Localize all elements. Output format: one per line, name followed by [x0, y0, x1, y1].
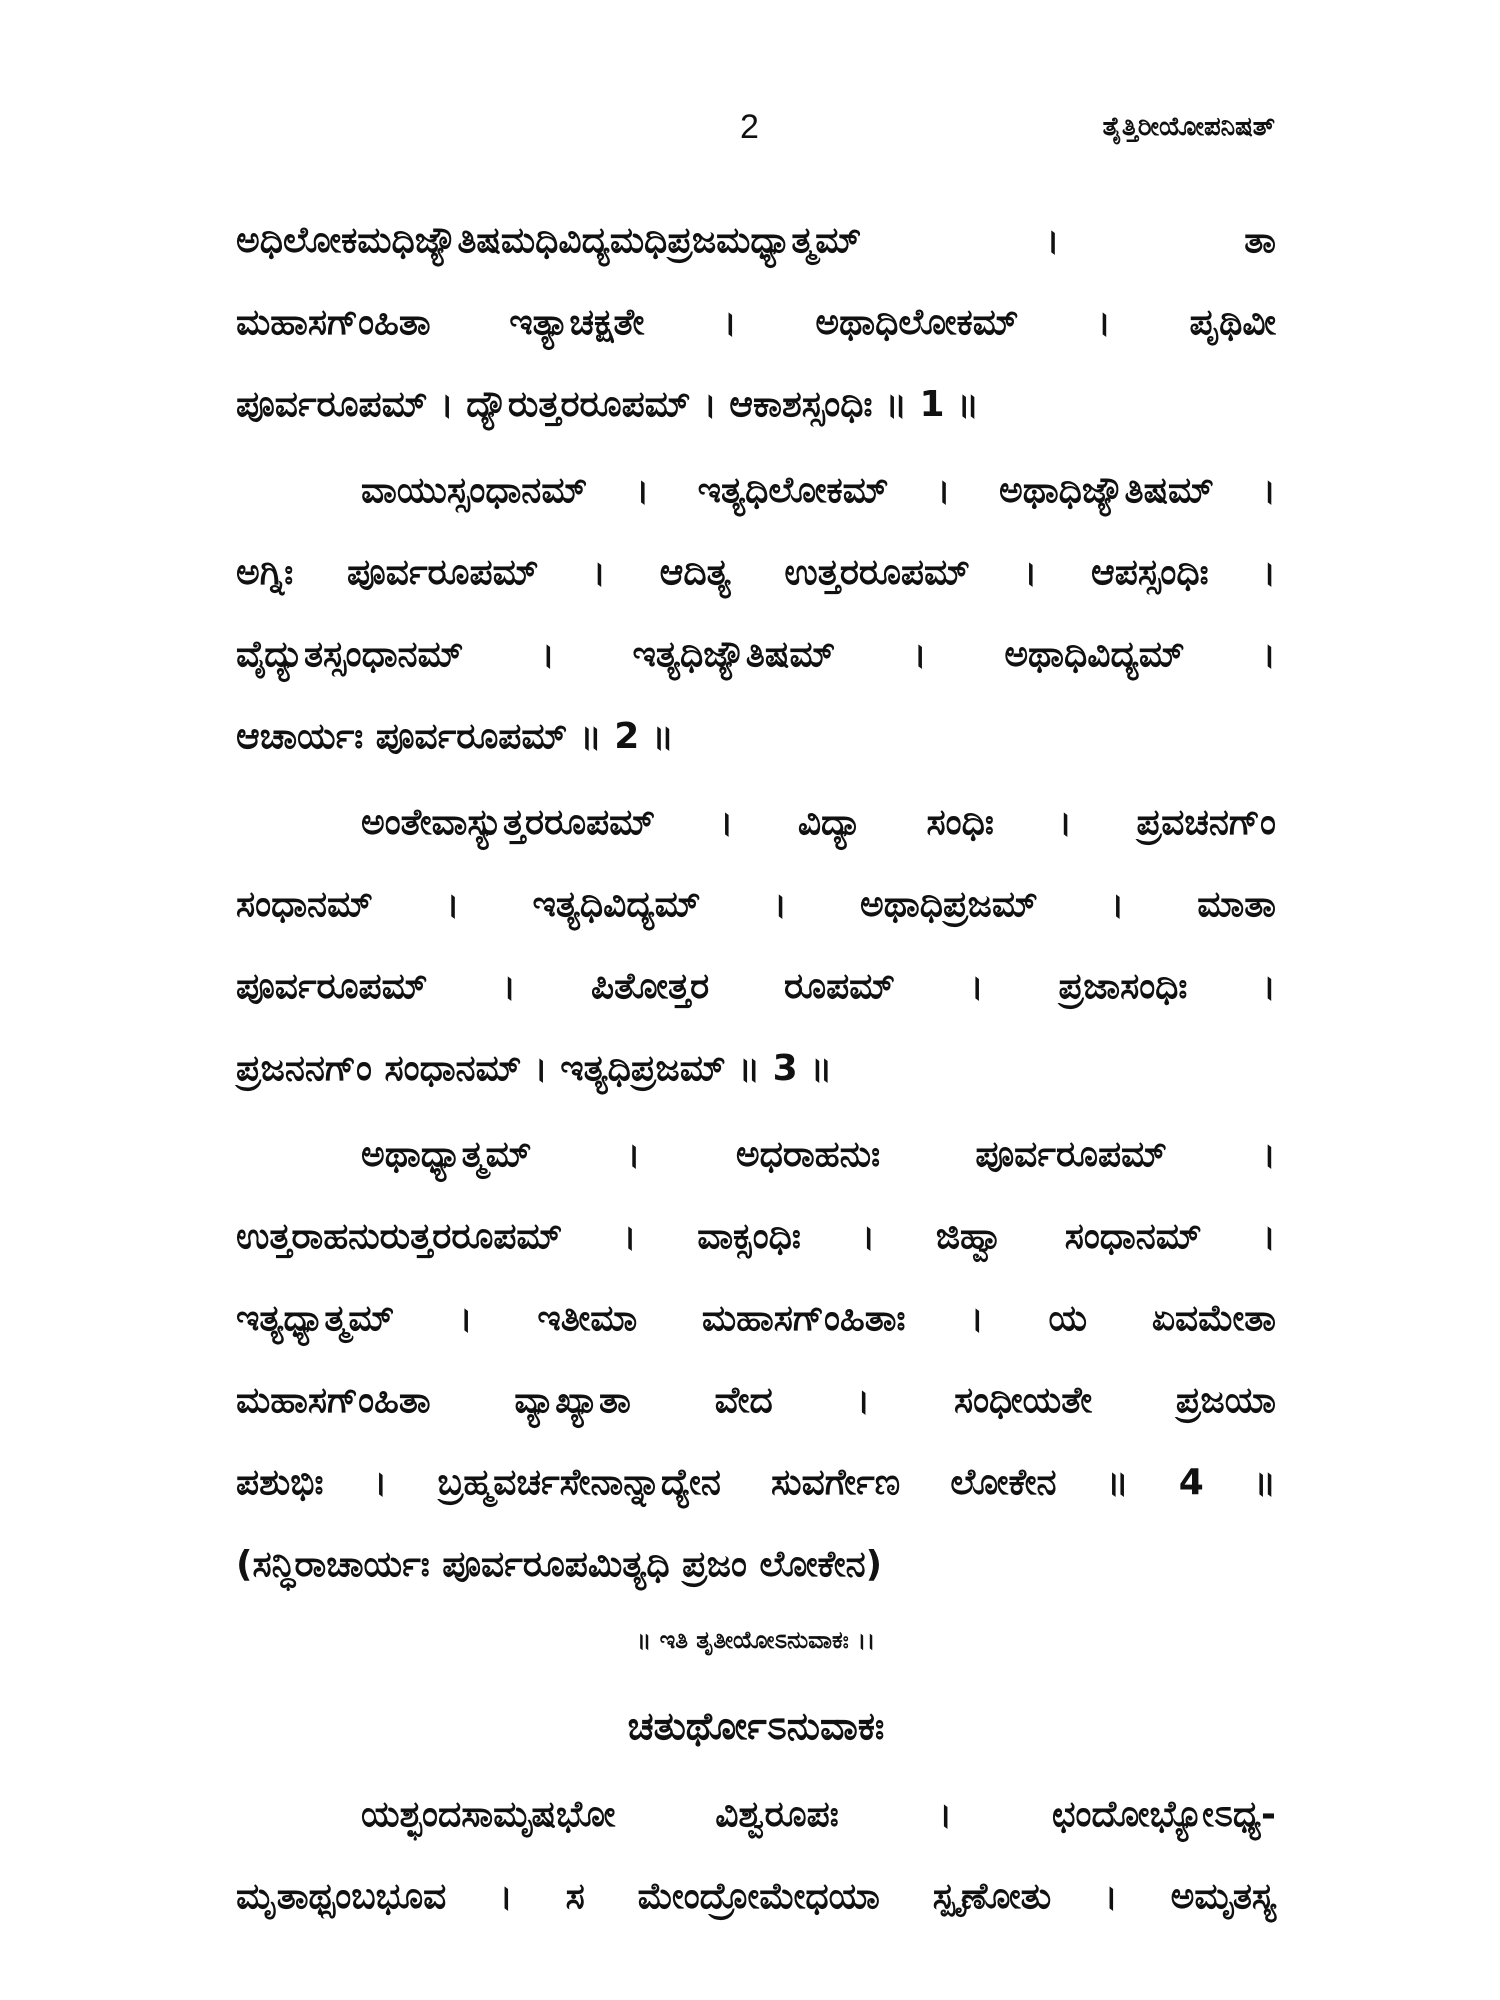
verse-paragraph-5	[236, 1774, 1276, 1938]
text-line: ಅಧಿಲೋಕಮಧಿಜ್ಯೌತಿಷಮಧಿವಿದ್ಯಮಧಿಪ್ರಜಮಧ್ಯಾತ್ಮಮ್ । ತಾ	[236, 220, 1276, 261]
text-line: ಪಶುಭಿಃ । ಬ್ರಹ್ಮವರ್ಚಸೇನಾನ್ನಾದ್ಯೇನ ಸುವರ್ಗೇಣ ಲೋಕೇನ ॥ 4 ॥	[236, 1462, 1276, 1503]
verse-paragraph-1	[236, 200, 1276, 446]
text-line: ಅಥಾಧ್ಯಾತ್ಮಮ್ । ಅಧರಾಹನುಃ ಪೂರ್ವರೂಪಮ್ ।	[361, 1134, 1276, 1175]
text-line: ಮಹಾಸಗ್ಂಹಿತಾ ಇತ್ಯಾಚಕ್ಷತೇ । ಅಥಾಧಿಲೋಕಮ್ । ಪೃಥಿವೀ	[236, 302, 1276, 343]
text-line: ಪೂರ್ವರೂಪಮ್ । ಪಿತೋತ್ತರ ರೂಪಮ್ । ಪ್ರಜಾಸಂಧಿಃ ।	[236, 966, 1276, 1007]
running-title: ತೈತ್ತಿರೀಯೋಪನಿಷತ್	[1102, 112, 1275, 142]
text-line: ಅಗ್ನಿಃ ಪೂರ್ವರೂಪಮ್ । ಆದಿತ್ಯ ಉತ್ತರರೂಪಮ್ । ಆಪಸ್ಸಂಧಿಃ ।	[236, 552, 1276, 593]
text-line: ಮಹಾಸಗ್ಂಹಿತಾ ವ್ಯಾಖ್ಯಾತಾ ವೇದ । ಸಂಧೀಯತೇ ಪ್ರಜಯಾ	[236, 1380, 1276, 1421]
text-line: ಇತ್ಯಧ್ಯಾತ್ಮಮ್ । ಇತೀಮಾ ಮಹಾಸಗ್ಂಹಿತಾಃ । ಯ ಏವಮೇತಾ	[236, 1298, 1276, 1339]
text-line: (ಸನ್ಧಿರಾಚಾರ್ಯಃ ಪೂರ್ವರೂಪಮಿತ್ಯಧಿ ಪ್ರಜಂ ಲೋಕೇನ)	[236, 1544, 883, 1585]
text-line: ಸಂಧಾನಮ್ । ಇತ್ಯಧಿವಿದ್ಯಮ್ । ಅಥಾಧಿಪ್ರಜಮ್ । ಮಾತಾ	[236, 884, 1276, 925]
section-colophon: ॥ ಇತಿ ತೃತೀಯೋಽನುವಾಕಃ ।।	[636, 1626, 876, 1654]
verse-paragraph-2	[236, 450, 1276, 778]
text-line: ಆಚಾರ್ಯಃ ಪೂರ್ವರೂಪಮ್ ॥ 2 ॥	[236, 716, 674, 757]
text-line: ಅಂತೇವಾಸ್ಯುತ್ತರರೂಪಮ್ । ವಿದ್ಯಾ ಸಂಧಿಃ । ಪ್ರವಚನಗ್ಂ	[361, 802, 1276, 843]
text-body	[236, 200, 1276, 1938]
page-number: 2	[740, 108, 759, 146]
text-line: ಮೃತಾಥ್ಸಂಬಭೂವ । ಸ ಮೇಂದ್ರೋಮೇಧಯಾ ಸ್ಪೃಣೋತು । ಅಮೃತಸ್ಯ	[236, 1876, 1276, 1917]
text-line: ವೈದ್ಯುತಸ್ಸಂಧಾನಮ್ । ಇತ್ಯಧಿಜ್ಯೌತಿಷಮ್ । ಅಥಾಧಿವಿದ್ಯಮ್ ।	[236, 634, 1276, 675]
text-line: ಪೂರ್ವರೂಪಮ್ । ದ್ಯೌರುತ್ತರರೂಪಮ್ । ಆಕಾಶಸ್ಸಂಧಿಃ ॥ 1 ॥	[236, 384, 979, 425]
text-line: ಯಶ್ಛಂದಸಾಮೃಷಭೋ ವಿಶ್ವರೂಪಃ । ಛಂದೋಭ್ಯೋಽಧ್ಯ-	[361, 1794, 1276, 1835]
text-line: ವಾಯುಸ್ಸಂಧಾನಮ್ । ಇತ್ಯಧಿಲೋಕಮ್ । ಅಥಾಧಿಜ್ಯೌತಿಷಮ್ ।	[361, 470, 1276, 511]
text-line: ಪ್ರಜನನಗ್ಂ ಸಂಧಾನಮ್ । ಇತ್ಯಧಿಪ್ರಜಮ್ ॥ 3 ॥	[236, 1048, 833, 1089]
text-line: ಉತ್ತರಾಹನುರುತ್ತರರೂಪಮ್ । ವಾಕ್ಸಂಧಿಃ । ಜಿಹ್ವಾ ಸಂಧಾನಮ್ ।	[236, 1216, 1276, 1257]
verse-paragraph-4	[236, 1114, 1276, 1606]
section-heading: ಚತುರ್ಥೋಽನುವಾಕಃ	[627, 1704, 885, 1748]
verse-paragraph-3	[236, 782, 1276, 1110]
